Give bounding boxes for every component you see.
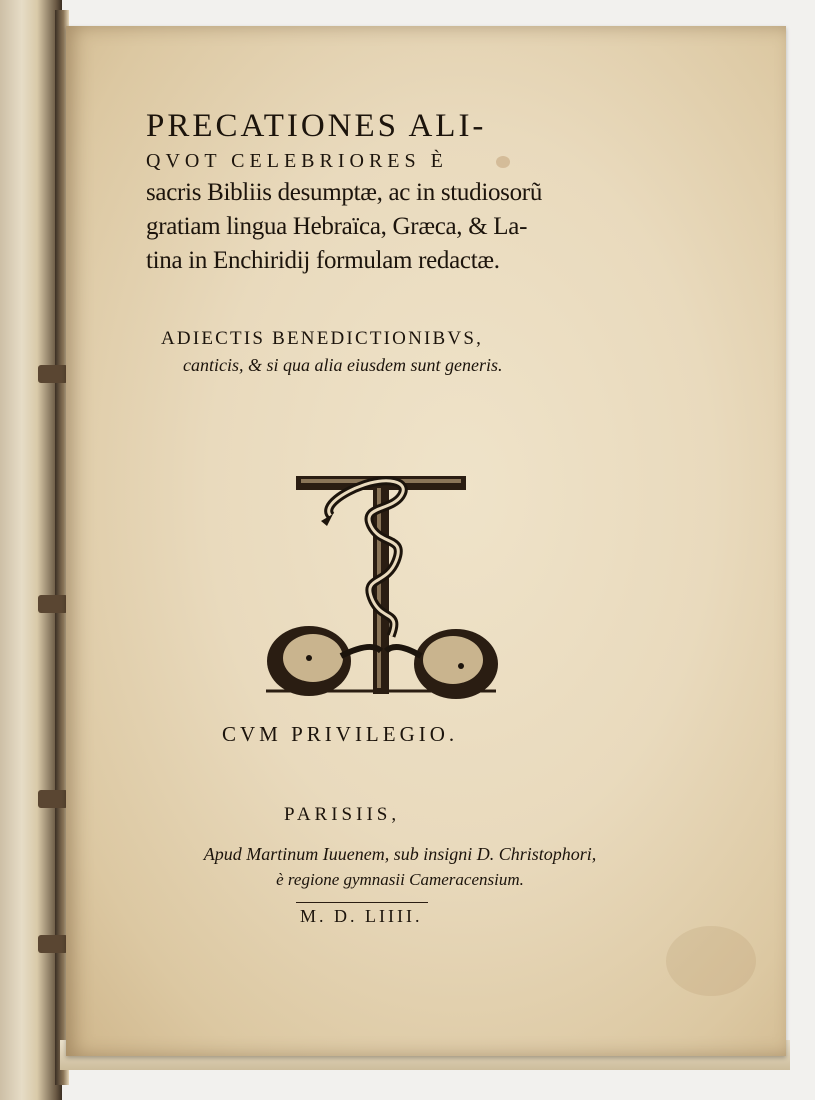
imprint (140, 841, 660, 893)
title-line: tina in Enchiridij formulam redactæ. (146, 247, 500, 274)
subtitle (161, 326, 621, 378)
title-line: gratiam lingua Hebraïca, Græca, & La- (146, 213, 528, 240)
subtitle-line: ADIECTIS BENEDICTIONIBVS, (161, 328, 484, 349)
imprint-year: M. D. LIIII. (300, 902, 422, 927)
binding-cord (38, 595, 68, 613)
title-page (66, 26, 786, 1056)
paper-stain (666, 926, 756, 996)
binding-cord (38, 365, 68, 383)
title-line: PRECATIONES ALI- (146, 108, 487, 144)
subtitle-line: canticis, & si qua alia eiusdem sunt generis. (183, 355, 503, 375)
printers-device-icon (261, 436, 501, 706)
binding-cord (38, 790, 68, 808)
binding-cord (38, 935, 68, 953)
book-title (146, 106, 626, 278)
title-line: QVOT CELEBRIORES È (146, 150, 448, 172)
imprint-line: è regione gymnasii Cameracensium. (276, 870, 524, 889)
privilege-notice: CVM PRIVILEGIO. (222, 722, 459, 746)
title-line: sacris Bibliis desumptæ, ac in studiosorũ (146, 179, 543, 206)
imprint-line: Apud Martinum Iuuenem, sub insigni D. Christophori, (203, 844, 597, 864)
imprint-city: PARISIIS, (284, 804, 401, 825)
